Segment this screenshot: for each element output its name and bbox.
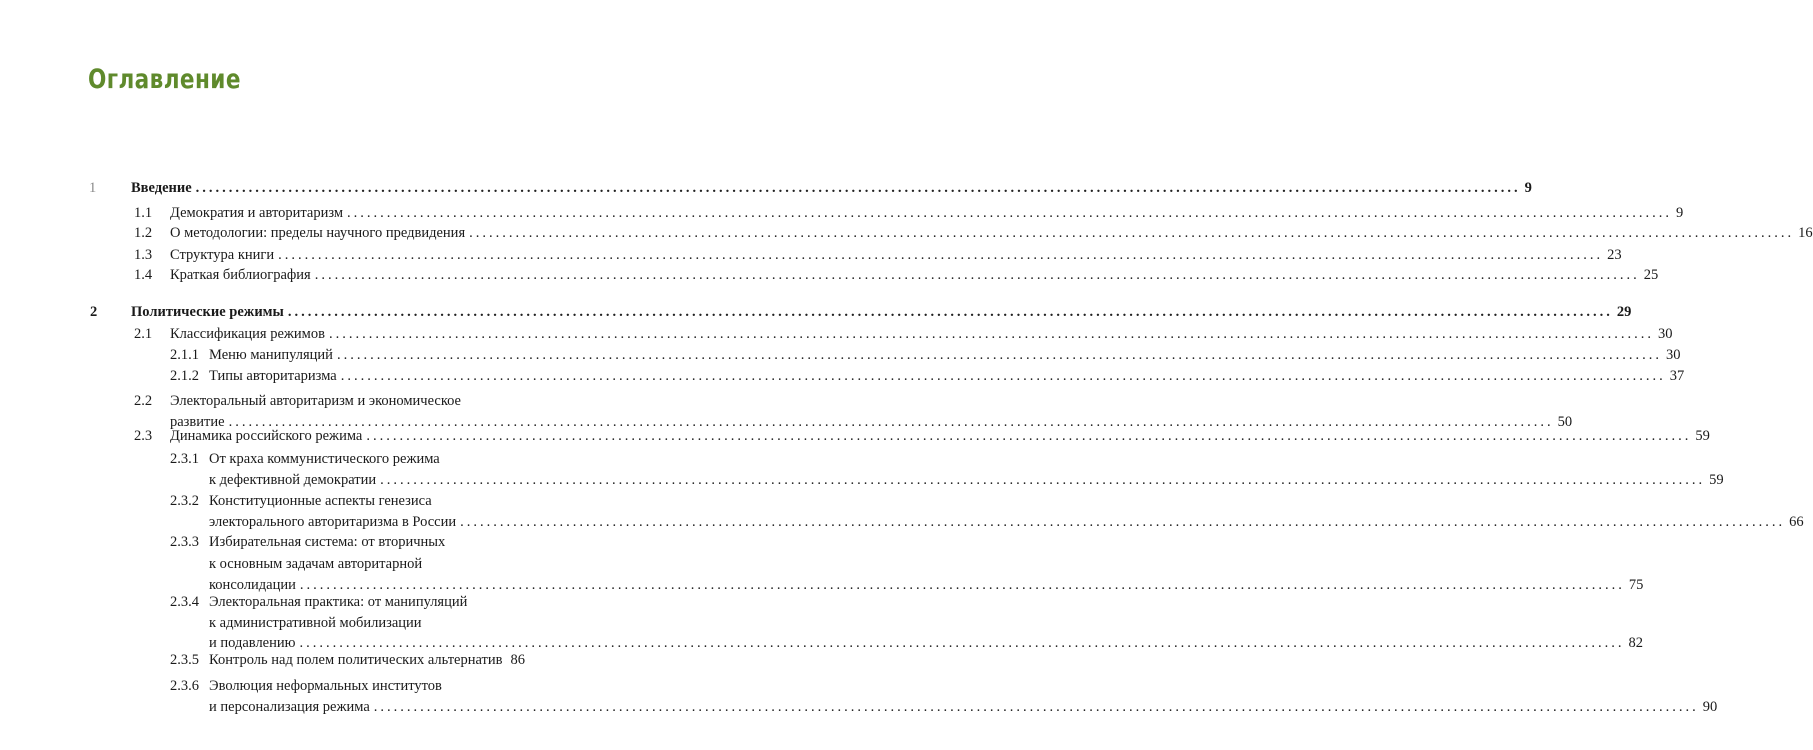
dot-leader: ........................................................................................................................................................................................................ bbox=[314, 267, 1640, 283]
toc-entry-number: 1.1 bbox=[134, 205, 153, 221]
toc-entry-number: 2.3.1 bbox=[170, 451, 199, 467]
toc-entry-title-line: Краткая библиография bbox=[170, 267, 311, 283]
dot-leader: ........................................................................................................................................................................................................ bbox=[299, 635, 1625, 651]
toc-entry-number: 1.2 bbox=[134, 225, 153, 241]
page-title: Оглавление bbox=[88, 64, 241, 95]
dot-leader: ........................................................................................................................................................................................................ bbox=[195, 180, 1521, 196]
toc-entry bbox=[0, 223, 1813, 243]
toc-entry-number: 2.3 bbox=[134, 428, 153, 444]
toc-entry bbox=[0, 449, 1724, 490]
toc-entry-number: 2.1.1 bbox=[170, 347, 199, 363]
toc-entry bbox=[0, 178, 1532, 198]
toc-entry-title-line: электорального авторитаризма в России bbox=[209, 514, 457, 530]
toc-entry-page-number: 86 bbox=[510, 652, 526, 668]
toc-entry-page-number: 59 bbox=[1709, 471, 1724, 488]
toc-entry-page-number: 50 bbox=[1557, 414, 1573, 430]
toc-entry-title-line: Введение bbox=[131, 180, 192, 196]
dot-leader: ........................................................................................................................................................................................................ bbox=[469, 225, 1795, 241]
toc-entry-title-line: От краха коммунистического режима bbox=[209, 451, 440, 467]
dot-leader: ........................................................................................................................................................................................................ bbox=[340, 368, 1666, 384]
toc-entry-number: 1.4 bbox=[134, 267, 153, 283]
dot-leader: ........................................................................................................................................................................................................ bbox=[373, 698, 1699, 715]
toc-entry-title-line: Классификация режимов bbox=[170, 326, 325, 342]
toc-entry bbox=[0, 592, 1643, 654]
toc-entry-page-number: 25 bbox=[1643, 267, 1659, 283]
dot-leader: ........................................................................................................................................................................................................ bbox=[328, 326, 1654, 342]
toc-entry-number: 2.1.2 bbox=[170, 368, 199, 384]
toc-entry-number: 2.1 bbox=[134, 326, 153, 342]
toc-entry-title-line: О методологии: пределы научного предвидения bbox=[170, 225, 466, 241]
toc-entry-title-line: Конституционные аспекты генезиса bbox=[209, 493, 432, 509]
toc-entry bbox=[0, 532, 1644, 597]
toc-entry-title-line: Демократия и авторитаризм bbox=[170, 205, 344, 221]
toc-entry-number: 1 bbox=[89, 180, 97, 196]
toc-entry-title-line: к дефективной демократии bbox=[209, 471, 377, 488]
toc-entry bbox=[0, 245, 1622, 265]
toc-entry-number: 2.3.4 bbox=[170, 594, 199, 610]
toc-entry-title-line: Политические режимы bbox=[131, 304, 284, 320]
toc-entry-title-line: к административной мобилизации bbox=[209, 614, 422, 631]
dot-leader: ........................................................................................................................................................................................................ bbox=[460, 514, 1786, 530]
toc-entry bbox=[0, 491, 1804, 533]
toc-entry bbox=[0, 366, 1685, 386]
toc-entry-title-line: консолидации bbox=[209, 577, 296, 593]
toc-entry bbox=[0, 676, 1718, 717]
toc-entry bbox=[0, 324, 1673, 344]
toc-entry-page-number: 9 bbox=[1524, 180, 1532, 196]
toc-entry-page-number: 29 bbox=[1616, 304, 1632, 320]
toc-entry-title-line: и персонализация режима bbox=[209, 698, 370, 715]
toc-entry-title-line: к основным задачам авторитарной bbox=[209, 555, 423, 572]
toc-entry-page-number: 90 bbox=[1702, 698, 1718, 715]
toc-entry-page-number: 9 bbox=[1676, 205, 1684, 221]
toc-entry-title-line: Меню манипуляций bbox=[209, 347, 333, 363]
toc-entry-title-line: Избирательная система: от вторичных bbox=[209, 534, 446, 550]
toc-entry bbox=[0, 265, 1659, 285]
toc-entry-number: 2.3.3 bbox=[170, 534, 199, 550]
dot-leader: ........................................................................................................................................................................................................ bbox=[299, 577, 1625, 593]
dot-leader: ........................................................................................................................................................................................................ bbox=[228, 414, 1554, 430]
toc-entry-title-line: Типы авторитаризма bbox=[209, 368, 337, 384]
toc-entry-page-number: 37 bbox=[1669, 368, 1685, 384]
toc-entry-title-line: и подавлению bbox=[209, 635, 296, 651]
dot-leader: ........................................................................................................................................................................................................ bbox=[347, 205, 1673, 221]
dot-leader: ........................................................................................................................................................................................................ bbox=[366, 428, 1692, 444]
toc-entry-title-line: развитие bbox=[170, 414, 225, 430]
toc-entry-page-number: 30 bbox=[1665, 347, 1681, 363]
toc-entry-number: 2 bbox=[90, 304, 98, 320]
toc-entry-number: 2.3.5 bbox=[170, 652, 199, 668]
toc-entry-page-number: 30 bbox=[1657, 326, 1673, 342]
toc-entry bbox=[0, 345, 1681, 365]
toc-entry-title-line: Эволюция неформальных институтов bbox=[209, 678, 442, 694]
toc-entry-title-line: Структура книги bbox=[170, 247, 275, 263]
toc-entry-title-line: Контроль над полем политических альтернатив bbox=[209, 652, 503, 668]
toc-entry bbox=[0, 650, 600, 670]
toc-entry-number: 2.2 bbox=[134, 393, 153, 409]
toc-entry-title-line: Электоральный авторитаризм и экономическое bbox=[170, 393, 461, 409]
toc-entry-number: 1.3 bbox=[134, 247, 153, 263]
toc-entry-number: 2.3.2 bbox=[170, 493, 199, 509]
dot-leader: ........................................................................................................................................................................................................ bbox=[278, 247, 1604, 263]
dot-leader: ........................................................................................................................................................................................................ bbox=[287, 304, 1613, 320]
toc-entry bbox=[0, 426, 1710, 446]
toc-entry-page-number: 66 bbox=[1789, 514, 1804, 530]
toc-entry bbox=[0, 203, 1684, 223]
toc-entry-title-line: Электоральная практика: от манипуляций bbox=[209, 594, 468, 610]
toc-entry-page-number: 75 bbox=[1628, 577, 1644, 593]
toc-entry-page-number: 59 bbox=[1695, 428, 1710, 444]
toc-entry-page-number: 23 bbox=[1607, 247, 1622, 263]
toc-entry-title-line: Динамика российского режима bbox=[170, 428, 363, 444]
toc-entry-page-number: 82 bbox=[1628, 635, 1643, 651]
dot-leader: ........................................................................................................................................................................................................ bbox=[336, 347, 1662, 363]
dot-leader: ........................................................................................................................................................................................................ bbox=[380, 471, 1706, 488]
toc-entry bbox=[0, 302, 1632, 322]
toc-entry-number: 2.3.6 bbox=[170, 678, 199, 694]
toc-entry-page-number: 16 bbox=[1798, 225, 1813, 241]
